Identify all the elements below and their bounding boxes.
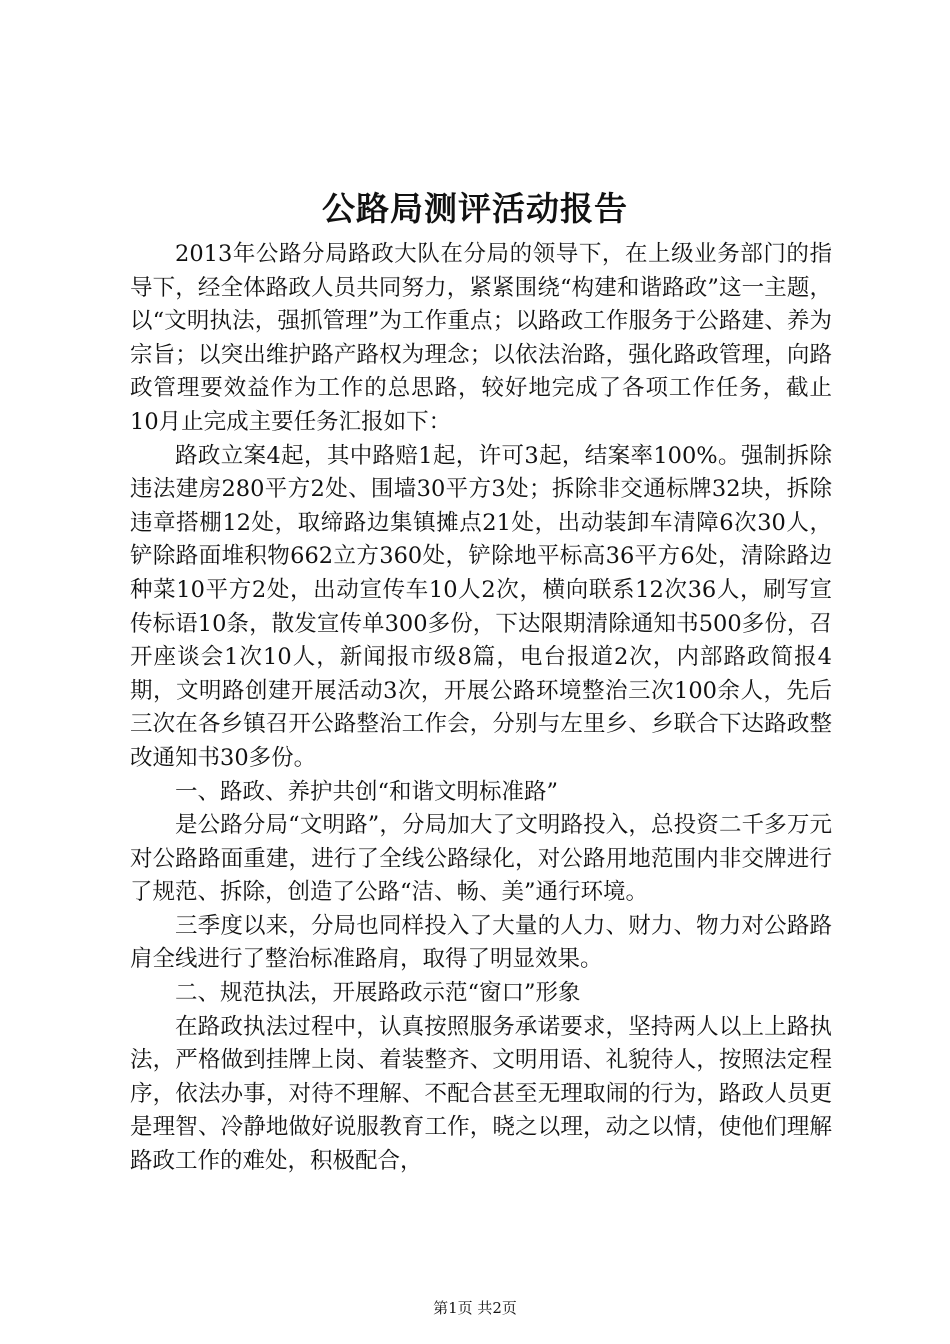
paragraph-intro: 2013年公路分局路政大队在分局的领导下，在上级业务部门的指导下，经全体路政人员共同努力，紧紧围绕“构建和谐路政”这一主题，以“文明执法，强抓管理”为工作重点；以路政工作服务于公路建、养为宗旨；以突出维护路产路权为理念；以依法治路，强化路政管理，向路政管理要效益作为工作的总思路，较好地完成了各项工作任务，截止10月止完成主要任务汇报如下： bbox=[130, 241, 832, 435]
document-body bbox=[130, 238, 832, 1179]
paragraph-civilized-road: 是公路分局“文明路”，分局加大了文明路投入，总投资二千多万元对公路路面重建，进行了全线公路绿化，对公路用地范围内非交牌进行了规范、拆除，创造了公路“洁、畅、美”通行环境。 bbox=[130, 812, 832, 906]
section-heading-1: 一、路政、养护共创“和谐文明标准路” bbox=[175, 778, 559, 805]
paragraph-law-enforcement: 在路政执法过程中，认真按照服务承诺要求，坚持两人以上上路执法，严格做到挂牌上岗、着装整齐、文明用语、礼貌待人，按照法定程序，依法办事，对待不理解、不配合甚至无理取闹的行为，路政人员更是理智、冷静地做好说服教育工作，晓之以理，动之以情，使他们理解路政工作的难处，积极配合， bbox=[130, 1013, 832, 1175]
paragraph-third-quarter: 三季度以来，分局也同样投入了大量的人力、财力、物力对公路路肩全线进行了整治标准路肩，取得了明显效果。 bbox=[130, 912, 832, 973]
paragraph-statistics: 路政立案4起，其中路赔1起，许可3起，结案率100%。强制拆除违法建房280平方2处、围墙30平方3处；拆除非交通标牌32块，拆除违章搭棚12处，取缔路边集镇摊点21处，出动装卸车清障6次30人，铲除路面堆积物662立方360处，铲除地平标高36平方6处，清除路边种菜10平方2处，出动宣传车10人2次，横向联系12次36人，刷写宣传标语10条，散发宣传单300多份，下达限期清除通知书500多份，召开座谈会1次10人，新闻报市级8篇，电台报道2次，内部路政简报4期，文明路创建开展活动3次，开展公路环境整治三次100余人，先后三次在各乡镇召开公路整治工作会，分别与左里乡、乡联合下达路政整改通知书30多份。 bbox=[130, 442, 832, 771]
document-title: 公路局测评活动报告 bbox=[322, 189, 628, 228]
section-heading-2: 二、规范执法，开展路政示范“窗口”形象 bbox=[175, 980, 581, 1007]
page-number-footer: 第1页 共2页 bbox=[433, 1299, 517, 1317]
